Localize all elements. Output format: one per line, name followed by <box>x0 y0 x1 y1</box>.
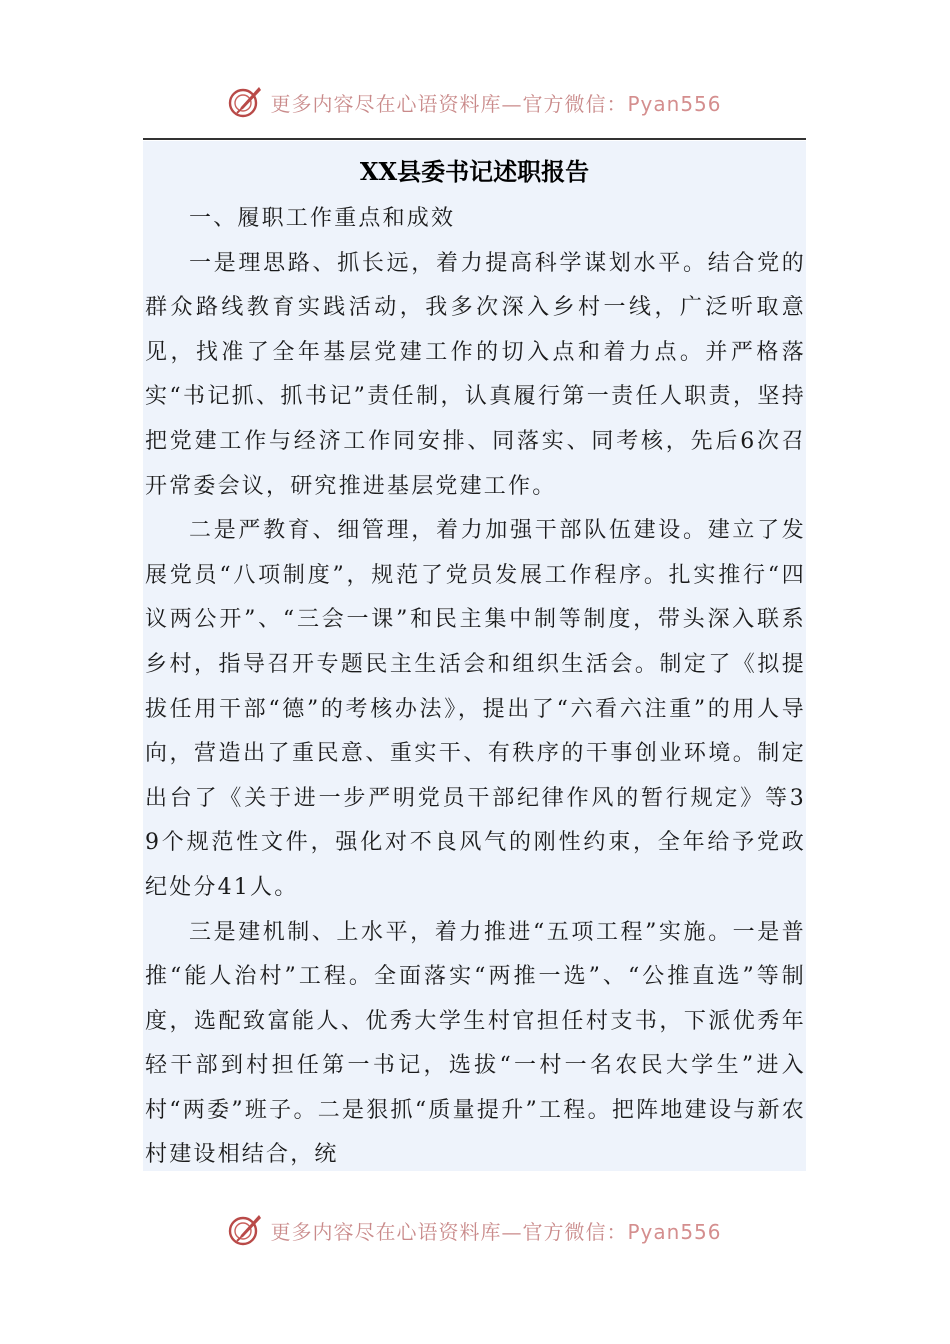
footer-banner <box>0 1210 950 1250</box>
banner-text: 更多内容尽在心语资料库—官方微信：Pyan556 <box>270 91 722 116</box>
quill-pen-logo-icon <box>228 84 264 120</box>
paragraph-2: 二是严教育、细管理，着力加强干部队伍建设。建立了发展党员“八项制度”，规范了党员发展工作程序。扎实推行“四议两公开”、“三会一课”和民主集中制等制度，带头深入联系乡村，指导召开专题民主生活会和组织生活会。制定了《拟提拔任用干部“德”的考核办法》，提出了“六看六注重”的用人导向，营造出了重民意、重实干、有秩序的干事创业环境。制定出台了《关于进一步严明党员干部纪律作风的暂行规定》等39个规范性文件，强化对不良风气的刚性约束，全年给予党政纪处分41人。 <box>145 518 806 900</box>
quill-pen-logo-icon <box>228 1212 264 1248</box>
banner-text: 更多内容尽在心语资料库—官方微信：Pyan556 <box>270 1219 722 1244</box>
document-body <box>143 141 806 1171</box>
document-title: XX县委书记述职报告 <box>359 157 590 186</box>
section-heading: 一、履职工作重点和成效 <box>189 206 456 231</box>
header-banner <box>0 82 950 122</box>
wechat-id: Pyan556 <box>627 91 722 116</box>
header-divider <box>143 138 806 140</box>
paragraph-3: 三是建机制、上水平，着力推进“五项工程”实施。一是普推“能人治村”工程。全面落实“两推一选”、“公推直选”等制度，选配致富能人、优秀大学生村官担任村支书，下派优秀年轻干部到村担任第一书记，选拔“一村一名农民大学生”进入村“两委”班子。二是狠抓“质量提升”工程。把阵地建设与新农村建设相结合，统 <box>145 919 806 1168</box>
wechat-id: Pyan556 <box>627 1219 722 1244</box>
paragraph-1: 一是理思路、抓长远，着力提高科学谋划水平。结合党的群众路线教育实践活动，我多次深入乡村一线，广泛听取意见，找准了全年基层党建工作的切入点和着力点。并严格落实“书记抓、抓书记”责任制，认真履行第一责任人职责，坚持把党建工作与经济工作同安排、同落实、同考核，先后6次召开常委会议，研究推进基层党建工作。 <box>145 250 806 499</box>
